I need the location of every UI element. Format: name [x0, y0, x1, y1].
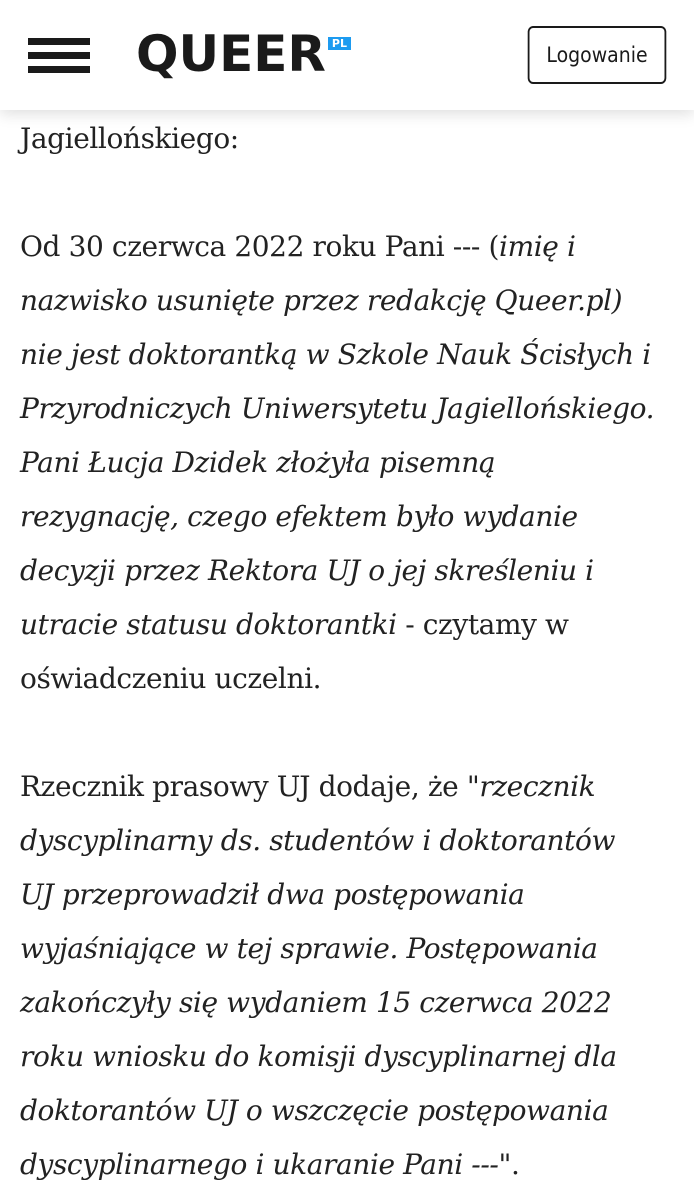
- text-italic: imię i: [499, 230, 576, 263]
- site-logo[interactable]: [136, 25, 351, 83]
- text-italic: rzecznik: [479, 770, 596, 803]
- text-line: zakończyły się wydaniem 15 czerwca 2022: [20, 986, 612, 1019]
- text-line: wyjaśniające w tej sprawie. Postępowania: [20, 932, 598, 965]
- hamburger-menu-icon[interactable]: [28, 38, 90, 74]
- text-plain: ".: [498, 1148, 520, 1181]
- text-line: Pani Łucja Dzidek złożyła pisemną: [20, 446, 496, 479]
- text-line: Przyrodniczych Uniwersytetu Jagiellońskiego.: [20, 392, 655, 425]
- text-plain: Rzecznik prasowy UJ dodaje, że ": [20, 770, 480, 803]
- text-line: Jagiellońskiego:: [20, 122, 239, 155]
- text-plain: Od 30 czerwca 2022 roku Pani --- (: [20, 230, 500, 263]
- text-line: [20, 760, 680, 814]
- text-italic: utracie statusu doktorantki: [20, 608, 397, 641]
- text-line: UJ przeprowadził dwa postępowania: [20, 878, 525, 911]
- hamburger-bar: [28, 38, 90, 45]
- text-line: nie jest doktorantką w Szkole Nauk Ścisłych i: [20, 338, 651, 371]
- paragraph-intro: [20, 112, 680, 166]
- text-line: nazwisko usunięte przez redakcję Queer.pl): [20, 284, 623, 317]
- text-line: [20, 220, 680, 274]
- logo-text: QUEER: [136, 25, 326, 83]
- paragraph-gap: [20, 166, 680, 220]
- text-line: decyzji przez Rektora UJ o jej skreśleniu i: [20, 554, 594, 587]
- text-line: rezygnację, czego efektem było wydanie: [20, 500, 578, 533]
- text-line: roku wniosku do komisji dyscyplinarnej dla: [20, 1040, 617, 1073]
- text-italic: dyscyplinarnego i ukaranie Pani ---: [20, 1148, 499, 1181]
- text-line: [20, 598, 680, 652]
- paragraph-spokesman: [20, 760, 680, 1192]
- hamburger-bar: [28, 52, 90, 59]
- paragraph-gap: [20, 706, 680, 760]
- text-line: doktorantów UJ o wszczęcie postępowania: [20, 1094, 609, 1127]
- text-plain: - czytamy w: [396, 608, 569, 641]
- login-button[interactable]: Logowanie: [528, 26, 667, 84]
- text-line: oświadczeniu uczelni.: [20, 662, 322, 695]
- article-body: [20, 112, 680, 1192]
- text-line: [20, 1138, 680, 1192]
- hamburger-bar: [28, 66, 90, 73]
- paragraph-statement: [20, 220, 680, 706]
- text-line: dyscyplinarny ds. studentów i doktorantów: [20, 824, 616, 857]
- logo-badge: PL: [328, 37, 351, 50]
- site-header: [0, 0, 694, 110]
